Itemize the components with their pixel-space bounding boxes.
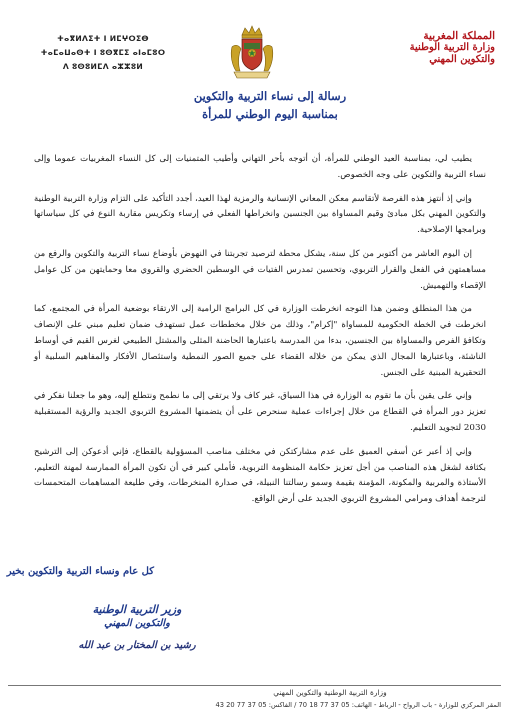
tifinagh-line3: ⴷ ⵓⵙⵓⵍⵎⴷ ⴰⵣⵣⵓⵍ	[62, 62, 144, 71]
body-paragraph: من هذا المنطلق وضمن هذا التوجه انخرطت الوزارة في كل البرامج الرامية إلى الارتقاء بوضعية المرأة في المجتمع، كما انخرطت في الخطة الحكومية للمساواة "إكرام"، وذلك من خلال مخططات عمل تستهدف ضمان تعليم مبني على الإنصاف وتكافؤ الفرص والمساواة بين الجنسين، بدءا من المدرسة باعتبارها الحاضنة المثلى والمشتل الطبيعي لغرس القيم في أوساط الناشئة، وباعتبارها المجال الذي يمكن من خلاله القضاء على جميع الصور النمطية واستئصال الأفكار والمفاهيم السلبية أو التحقيرية المبنية على الجنس.	[34, 304, 486, 378]
coat-of-arms-icon	[228, 25, 276, 81]
body-paragraph: يطيب لي، بمناسبة العيد الوطني للمرأة، أن أتوجه بأحر التهاني وأطيب المتمنيات إلى كل النساء المغربيات عموما وإلى نساء التربية والتكوين على وجه الخصوص.	[34, 154, 486, 180]
body-paragraph: وإني إذ أنتهز هذه الفرصة لأتقاسم معكن المعاني الإنسانية والرمزية لهذا العيد، أجدد التأكيد على التزام وزارة التربية الوطنية والتكوين المهني بكل مبادئ وقيم المساواة بين الجنسين وانخراطها الفعلي في إرساء وتكريس مقاربة النوع في كل سياساتها وبرامجها الإصلاحية.	[34, 193, 486, 236]
footer-ministry: وزارة التربية الوطنية والتكوين المهني	[273, 688, 387, 697]
footer-address: المقر المركزي للوزارة - باب الرواح - الرباط - الهاتف: 05 37 77 18 70 / الفاكس: 05 37 77 20 43	[215, 701, 501, 709]
kingdom-name: المملكة المغربية	[423, 30, 495, 42]
minister-title-line1: وزير التربية الوطنية	[92, 603, 182, 616]
tifinagh-line1: ⵜⴰⴳⵍⴷⵉⵜ ⵏ ⵍⵎⵖⵔⵉⴱ	[57, 34, 149, 43]
ministry-name-line2: والتكوين المهني	[429, 54, 495, 65]
letter-title: رسالة إلى نساء التربية والتكوين	[193, 89, 347, 103]
closing-greeting: كل عام ونساء التربية والتكوين بخير	[6, 566, 154, 577]
body-paragraph: إن اليوم العاشر من أكتوبر من كل سنة، يشكل محطة لترصيد تجربتنا في النهوض بأوضاع نساء التربية والتكوين والرفع من مساهمتهن في الفعل والقرار التربوي، وتحسين تمدرس الفتيات في الوسطين الحضري والقروي معا وحمايتهن من كل عوامل الإقصاء والتهميش.	[34, 248, 486, 291]
body-paragraph: وإني إذ أعبر عن أسفي العميق على عدم مشاركتكن في مختلف مناصب المسؤولية بالقطاع، فإني أدعوكن إلى الترشيح بكثافة لشغل هذه المناصب من أجل تعزيز حكامة المنظومة التربوية، فأملي كبير في أن تكون المرأة الممارسة لمهنة التعليم، الأستاذة والمربية والمكونة، المؤمنة بقيمة وسمو رسالتنا النبيلة، في صدارة المنخرطات، وفي طليعة المساهمات المتحمسات لترجمة أهداف ومرامي المشروع التربوي الجديد على أرض الواقع.	[34, 446, 486, 505]
ministry-name-line1: وزارة التربية الوطنية	[409, 42, 495, 53]
ministry-header-tifinagh	[8, 32, 198, 74]
body-paragraph: وإني على يقين بأن ما تقوم به الوزارة في هذا السياق، غير كاف ولا يرتقي إلى ما نطمح ونتطلع إليه، وهو ما جعلنا نفكر في تعزيز دور المرأة في القطاع من خلال إجراءات عملية سنحرص على أن يتضمنها المشروع التربوي الجديد والرؤية المستقبلية 2030 لتجويد التعليم.	[34, 391, 486, 433]
minister-name: رشيد بن المختار بن عبد الله	[78, 640, 196, 651]
letter-subtitle: بمناسبة اليوم الوطني للمرأة	[202, 107, 338, 121]
tifinagh-line2: ⵜⴰⵎⴰⵡⴰⵙⵜ ⵏ ⵓⵙⴳⵎⵉ ⴰⵏⴰⵎⵓⵔ	[40, 48, 166, 57]
footer-divider	[8, 685, 501, 686]
signature-block	[62, 602, 212, 653]
minister-title-line2: والتكوين المهني	[104, 618, 170, 629]
letter-body	[34, 152, 486, 516]
ministry-header-arabic	[345, 30, 495, 66]
